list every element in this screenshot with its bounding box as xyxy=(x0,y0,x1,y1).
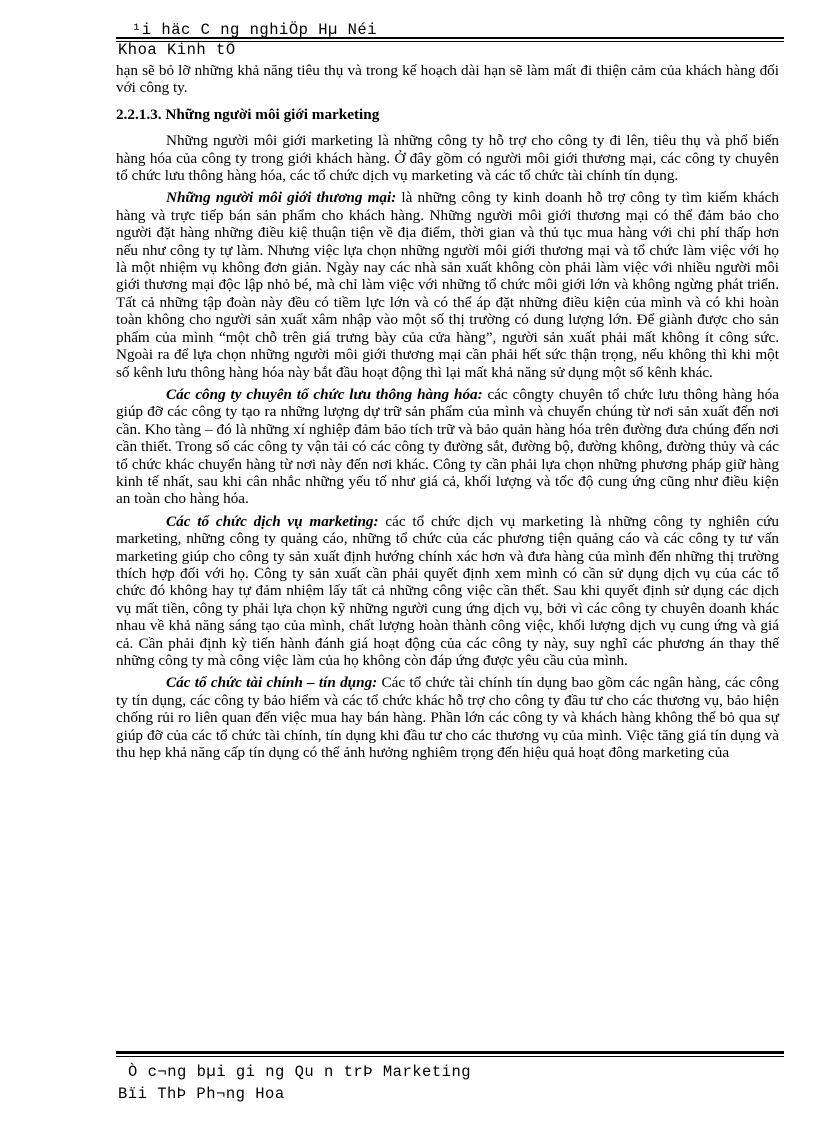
paragraph-trade-brokers xyxy=(116,189,779,380)
footer-author: Bïi ThÞ Ph¬ng Hoa xyxy=(118,1085,285,1103)
document-page xyxy=(116,0,784,1123)
paragraph-lead: Các tổ chức tài chính – tín dụng: xyxy=(166,674,378,692)
paragraph-text: là những công ty kinh doanh hỗ trợ công ty tìm kiếm khách hàng và trực tiếp bán sản phẩm cho khách hàng. Những người môi giới thương mại có thể đảm bảo cho người đặt hàng những điều kiệ thuận tiện về địa điểm, thời gian và thủ tục mua hàng với chi phí thấp hơn nếu như công ty tự làm. Nhưng việc lựa chọn những người môi giới thương mại và tổ chức làm việc với họ là một nhiệm vụ không đơn giản. Ngày nay các nhà sản xuất không còn phải làm việc với nhiều người môi giới thương mại độc lập nhỏ bé, mà chỉ làm việc với những tổ chức môi giới lớn và không ngừng phát triển. Tất cả những tập đoàn này đều có tiềm lực lớn và có thể áp đặt những điều kiện của mình và có khi hoàn toàn không cho người sản xuất xâm nhập vào một số thị trường có dung lượng lớn. Để giành được cho sản phẩm của mình “một chỗ trên giá trưng bày của cửa hàng”, người sản xuất phải mất không ít công sức. Ngoài ra để lựa chọn những người môi giới thương mại cần phải hết sức thận trọng, nếu không thì khi một số kênh lưu thông hàng hóa này bắt đầu hoạt động thì lại mất khả năng sử dụng một số kênh khác. xyxy=(116,189,780,381)
header-faculty-name: Khoa Kinh tÕ xyxy=(118,41,236,59)
paragraph-lead: Các công ty chuyên tổ chức lưu thông hàng hóa: xyxy=(166,385,483,403)
intro-paragraph: hạn sẽ bỏ lỡ những khả năng tiêu thụ và trong kế hoạch dài hạn sẽ làm mất đi thiện cảm của khách hàng đối với công ty. xyxy=(116,62,779,97)
paragraph-distribution-firms xyxy=(116,386,779,508)
paragraph-text: các côngty chuyên tổ chức lưu thông hàng hóa giúp đỡ các công ty tạo ra những lượng dự trữ sản phẩm của mình và chuyển chúng từ nơi sản xuất đến nơi cần. Kho tàng – đó là những xí nghiệp đảm bảo tích trữ và bảo quản hàng hóa trên đường đưa chúng đến nơi cần thiết. Trong số các công ty vận tải có các công ty đường sắt, đường bộ, đường không, đường thủy và các tổ chức khác chuyển hàng từ nơi này đến nơi khác. Công ty cần phải lựa chọn những phương pháp giữ hàng kinh tế nhất, sau khi cân nhắc những yếu tố như giá cả, khối lượng và tốc độ cung ứng cũng như điều kiện an toàn cho hàng hóa. xyxy=(116,385,779,508)
section-heading: 2.2.1.3. Những người môi giới marketing xyxy=(116,105,380,123)
paragraph-text: Các tổ chức tài chính tín dụng bao gồm các ngân hàng, các công ty tín dụng, các công ty bảo hiểm và các tổ chức khác hỗ trợ cho công ty đầu tư cho các thương vụ, bảo hiện chống rủi ro liên quan đến việc mua hay bán hàng. Phần lớn các công ty và khách hàng không thể bỏ qua sự giúp đỡ của các tổ chức tài chính, tín dụng khi đầu tư cho các thương vụ của mình. Việc tăng giá tín dụng và thu hẹp khả năng cấp tín dụng có thể ảnh hưởng nghiêm trọng đến hiệu quả hoạt đông marketing của xyxy=(116,674,779,762)
paragraph-financial-institutions xyxy=(116,674,779,761)
footer-course-title: Ò c¬ng bµi gi ng Qu n trÞ Marketing xyxy=(128,1063,472,1081)
document-body xyxy=(116,62,779,766)
paragraph-text: các tổ chức dịch vụ marketing là những công ty nghiên cứu marketing, những công ty quảng cáo, những tổ chức của các phương tiện quảng cáo và các công ty tư vấn marketing giúp cho công ty sản xuất định hướng chính xác hơn và đưa hàng của mình đến những thị trường thích hợp đối với họ. Công ty sản xuất cần phải quyết định xem mình có cần sử dụng dịch vụ của các tổ chức đó không hay tự đảm nhiệm lấy tất cả những công việc cần thết. Sau khi quyết định sử dụng các dịch vụ mất tiền, công ty phải lựa chọn kỹ những người cung ứng dịch vụ, bởi vì các công ty chuyên doanh khác nhau về khả năng sáng tạo của mình, chất lượng hoàn thành công việc, khối lượng dịch vụ cung ứng và giá cả. Cần phải định kỳ tiến hành đánh giá hoạt động của các công ty này, suy nghĩ các phương án thay thế những công ty mà công việc làm của họ không còn đáp ứng được yêu cầu của mình. xyxy=(116,512,780,669)
paragraph-lead: Các tổ chức dịch vụ marketing: xyxy=(166,512,379,530)
paragraph-overview: Những người môi giới marketing là những công ty hỗ trợ cho công ty đi lên, tiêu thụ và phổ biến hàng hóa của công ty trong giới khách hàng. Ở đây gồm có người môi giới thương mại, các công ty chuyên tổ chức lưu thông hàng hóa, các tổ chức dịch vụ marketing và các tổ chức tài chính tín dụng. xyxy=(116,132,779,185)
header-school-name: ¹i häc C ng nghiÖp Hµ Néi xyxy=(132,21,378,39)
footer-rule xyxy=(116,1051,784,1057)
paragraph-lead: Những người môi giới thương mại: xyxy=(166,189,397,207)
paragraph-marketing-services xyxy=(116,513,779,670)
